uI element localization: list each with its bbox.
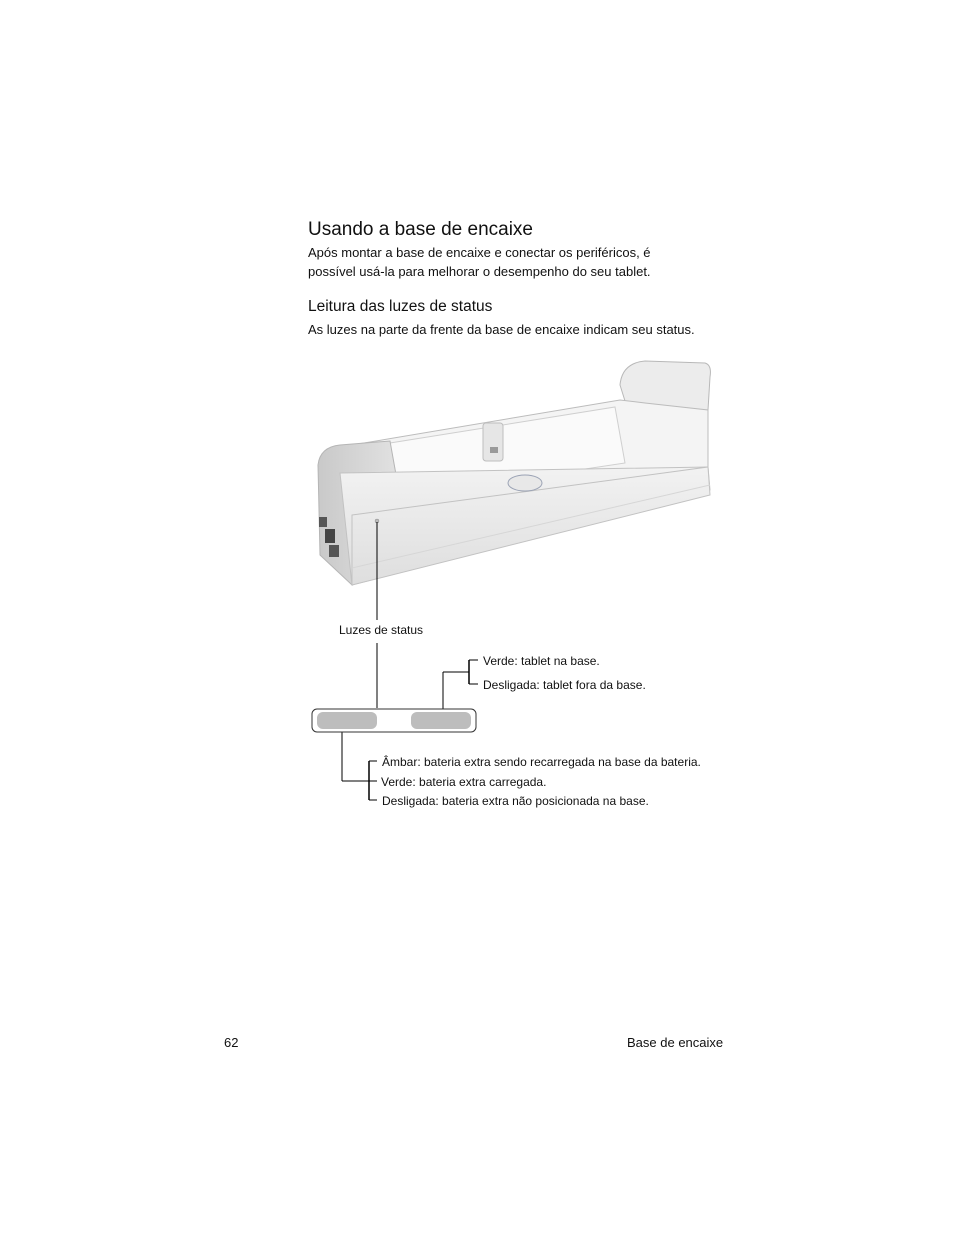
- battery-status-light: [317, 712, 377, 729]
- left-light-amber-label: Âmbar: bateria extra sendo recarregada na base da bateria.: [382, 755, 701, 769]
- page-number: 62: [224, 1035, 239, 1050]
- right-light-green-label: Verde: tablet na base.: [483, 654, 600, 668]
- subsection-title: Leitura das luzes de status: [308, 298, 493, 315]
- chapter-title: Base de encaixe: [627, 1035, 724, 1050]
- section-title: Usando a base de encaixe: [308, 219, 533, 240]
- status-lights-label: Luzes de status: [339, 623, 424, 637]
- left-light-off-label: Desligada: bateria extra não posicionada na base.: [382, 794, 649, 808]
- right-light-off-label: Desligada: tablet fora da base.: [483, 678, 646, 692]
- intro-line-2: possível usá-la para melhorar o desempenho do seu tablet.: [308, 264, 651, 279]
- intro-line-1: Após montar a base de encaixe e conectar os periféricos, é: [308, 245, 651, 260]
- left-light-green-label: Verde: bateria extra carregada.: [381, 775, 547, 789]
- tablet-status-light: [411, 712, 471, 729]
- subsection-body: As luzes na parte da frente da base de encaixe indicam seu status.: [308, 322, 695, 337]
- status-light-panel: [310, 707, 480, 735]
